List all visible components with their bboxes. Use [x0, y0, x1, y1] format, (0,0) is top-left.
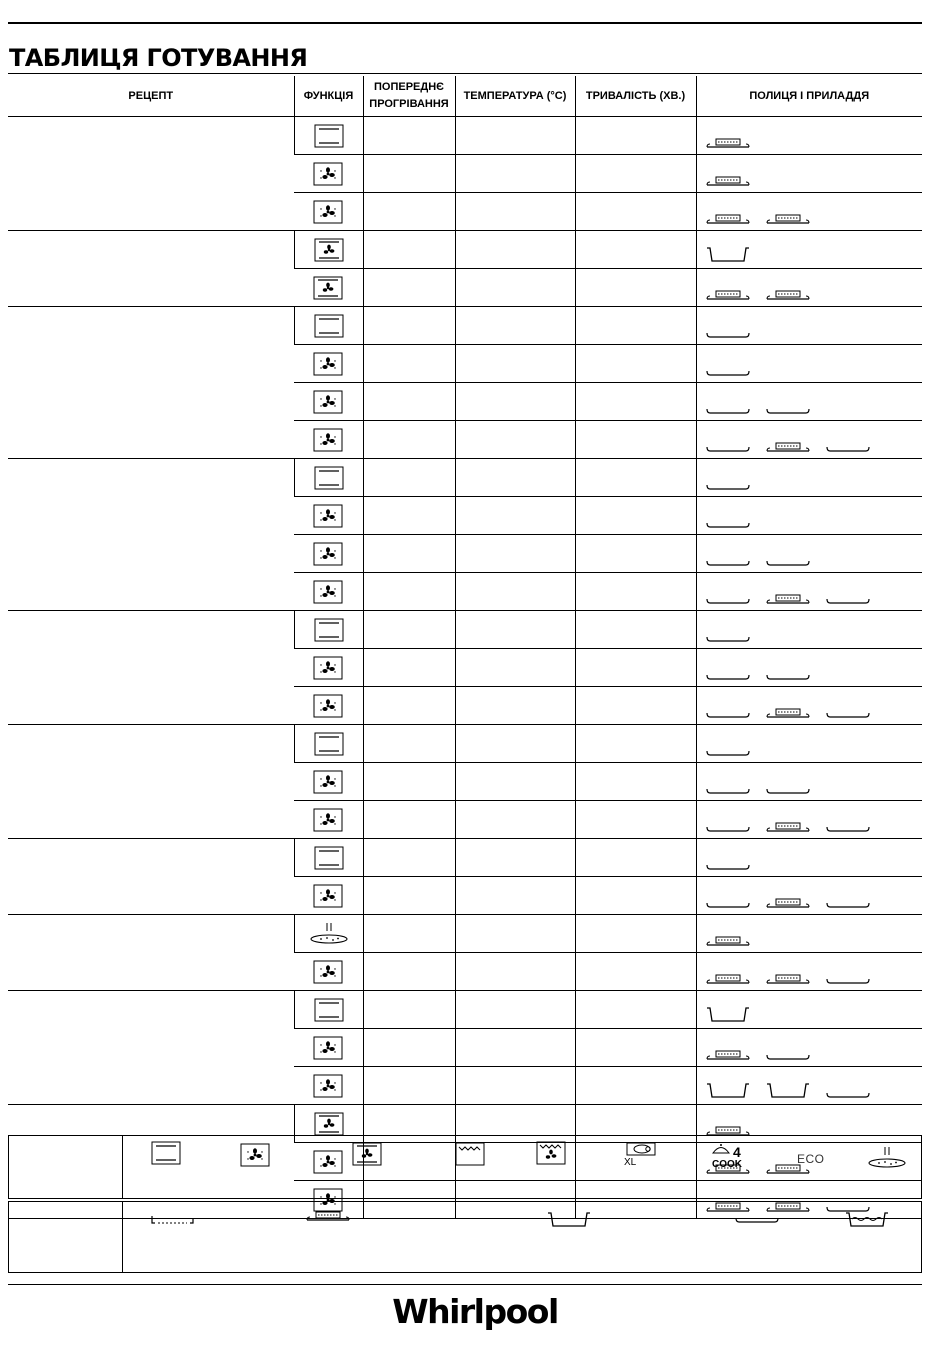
- duration-cell: [575, 801, 696, 839]
- function-cell: [294, 345, 363, 383]
- xl-label: XL: [624, 1157, 637, 1168]
- temperature-cell: [455, 877, 575, 915]
- wire-shelf-icon: [706, 555, 750, 567]
- shelf-cell: [696, 763, 922, 801]
- wire-shelf-icon: [706, 631, 750, 643]
- temperature-cell: [455, 649, 575, 687]
- wire-shelf-icon: [766, 1049, 810, 1061]
- top-rule: [8, 22, 922, 24]
- duration-cell: [575, 915, 696, 953]
- shelf-level-icon: [149, 1214, 197, 1226]
- duration-cell: [575, 269, 696, 307]
- col-temperature: ТЕМПЕРАТУРА (°C): [455, 76, 575, 117]
- col-duration: ТРИВАЛІСТЬ (ХВ.): [575, 76, 696, 117]
- shelf-cell: [696, 383, 922, 421]
- duration-cell: [575, 611, 696, 649]
- function-cell: [294, 991, 363, 1029]
- shelf-cell: [696, 649, 922, 687]
- function-cell: [294, 231, 363, 269]
- preheat-cell: [363, 117, 455, 155]
- wire-shelf-icon: [706, 327, 750, 339]
- convection-fan-icon: [313, 770, 343, 794]
- pizza-icon: [306, 921, 352, 947]
- wire-shelf-icon: [706, 745, 750, 757]
- wire-shelf-icon: [706, 859, 750, 871]
- convection-fan-icon: [313, 352, 343, 376]
- function-cell: [294, 497, 363, 535]
- duration-cell: [575, 1029, 696, 1067]
- tray-icon: [706, 175, 750, 187]
- preheat-cell: [363, 497, 455, 535]
- temperature-cell: [455, 725, 575, 763]
- tray-icon: [766, 289, 810, 301]
- conventional-icon: [314, 314, 344, 338]
- function-cell: [294, 117, 363, 155]
- shelf-cell: [696, 231, 922, 269]
- preheat-cell: [363, 383, 455, 421]
- cook-4-number: 4: [733, 1144, 741, 1160]
- function-cell: [294, 535, 363, 573]
- preheat-cell: [363, 1029, 455, 1067]
- duration-cell: [575, 991, 696, 1029]
- wire-shelf-icon: [706, 441, 750, 453]
- preheat-cell: [363, 763, 455, 801]
- fan-bake-icon: [314, 1112, 344, 1136]
- wire-shelf-icon: [826, 441, 870, 453]
- temperature-cell: [455, 155, 575, 193]
- wire-shelf-icon: [706, 403, 750, 415]
- tray-icon: [706, 137, 750, 149]
- tray-icon: [766, 707, 810, 719]
- col-recipe: РЕЦЕПТ: [8, 76, 294, 117]
- baking-pan-icon: [706, 245, 750, 263]
- legend-divider: [122, 1202, 123, 1272]
- tray-icon: [766, 213, 810, 225]
- convection-fan-icon: [313, 542, 343, 566]
- temperature-cell: [455, 1029, 575, 1067]
- conventional-icon: [314, 466, 344, 490]
- table-row: [8, 611, 922, 649]
- duration-cell: [575, 649, 696, 687]
- accessories-legend: [8, 1201, 922, 1273]
- tray-icon: [766, 897, 810, 909]
- shelf-cell: [696, 459, 922, 497]
- col-preheat-line1: ПОПЕРЕДНЄ: [374, 81, 444, 93]
- col-shelf: ПОЛИЦЯ І ПРИЛАДДЯ: [696, 76, 922, 117]
- function-cell: [294, 155, 363, 193]
- preheat-cell: [363, 1067, 455, 1105]
- tray-icon: [706, 289, 750, 301]
- convection-fan-icon: [313, 390, 343, 414]
- tray-icon: [706, 935, 750, 947]
- wire-shelf-icon: [735, 1212, 779, 1224]
- temperature-cell: [455, 117, 575, 155]
- tray-icon: [706, 973, 750, 985]
- shelf-cell: [696, 611, 922, 649]
- temperature-cell: [455, 611, 575, 649]
- convection-fan-icon: [313, 504, 343, 528]
- function-cell: [294, 1029, 363, 1067]
- recipe-cell: [8, 117, 294, 231]
- preheat-cell: [363, 915, 455, 953]
- duration-cell: [575, 193, 696, 231]
- function-cell: [294, 801, 363, 839]
- function-cell: [294, 953, 363, 991]
- preheat-cell: [363, 345, 455, 383]
- shelf-cell: [696, 193, 922, 231]
- table-row: [8, 915, 922, 953]
- temperature-cell: [455, 383, 575, 421]
- recipe-cell: [8, 991, 294, 1105]
- shelf-cell: [696, 345, 922, 383]
- shelf-cell: [696, 953, 922, 991]
- temperature-cell: [455, 497, 575, 535]
- baking-pan-icon: [706, 1081, 750, 1099]
- preheat-cell: [363, 991, 455, 1029]
- preheat-cell: [363, 573, 455, 611]
- col-preheat: [363, 76, 455, 117]
- shelf-cell: [696, 269, 922, 307]
- shelf-cell: [696, 535, 922, 573]
- wire-shelf-icon: [706, 897, 750, 909]
- wire-shelf-icon: [826, 821, 870, 833]
- function-cell: [294, 383, 363, 421]
- function-cell: [294, 763, 363, 801]
- conventional-icon: [151, 1141, 181, 1165]
- wire-shelf-icon: [706, 669, 750, 681]
- tray-icon: [306, 1210, 350, 1222]
- convection-fan-icon: [313, 1074, 343, 1098]
- recipe-cell: [8, 459, 294, 611]
- duration-cell: [575, 839, 696, 877]
- duration-cell: [575, 345, 696, 383]
- eco-label: ECO: [797, 1152, 825, 1166]
- wire-shelf-icon: [826, 1087, 870, 1099]
- turbo-grill-icon: [536, 1141, 566, 1165]
- duration-cell: [575, 307, 696, 345]
- temperature-cell: [455, 193, 575, 231]
- preheat-cell: [363, 307, 455, 345]
- shelf-cell: [696, 307, 922, 345]
- wire-shelf-icon: [826, 973, 870, 985]
- page-title: ТАБЛИЦЯ ГОТУВАННЯ: [9, 44, 308, 72]
- convection-fan-icon: [313, 884, 343, 908]
- preheat-cell: [363, 535, 455, 573]
- preheat-cell: [363, 687, 455, 725]
- cooking-table: [8, 76, 922, 1219]
- conventional-icon: [314, 998, 344, 1022]
- wire-shelf-icon: [766, 403, 810, 415]
- function-cell: [294, 421, 363, 459]
- table-row: [8, 231, 922, 269]
- convection-fan-icon: [313, 428, 343, 452]
- duration-cell: [575, 383, 696, 421]
- wire-shelf-icon: [706, 517, 750, 529]
- recipe-cell: [8, 231, 294, 307]
- convection-fan-icon: [313, 694, 343, 718]
- wire-shelf-icon: [826, 897, 870, 909]
- wire-shelf-icon: [766, 783, 810, 795]
- preheat-cell: [363, 953, 455, 991]
- shelf-cell: [696, 687, 922, 725]
- preheat-cell: [363, 459, 455, 497]
- table-row: [8, 991, 922, 1029]
- wire-shelf-icon: [766, 555, 810, 567]
- preheat-cell: [363, 725, 455, 763]
- duration-cell: [575, 155, 696, 193]
- tray-icon: [766, 593, 810, 605]
- cooking-table-body: [8, 117, 922, 1219]
- temperature-cell: [455, 953, 575, 991]
- table-row: [8, 307, 922, 345]
- col-preheat-line2: ПРОГРІВАННЯ: [369, 98, 449, 110]
- convection-fan-icon: [313, 960, 343, 984]
- shelf-cell: [696, 497, 922, 535]
- brand-logo: Whirlpool: [392, 1292, 558, 1331]
- function-cell: [294, 687, 363, 725]
- recipe-cell: [8, 915, 294, 991]
- convection-fan-icon: [313, 1036, 343, 1060]
- function-cell: [294, 1067, 363, 1105]
- shelf-cell: [696, 801, 922, 839]
- tray-icon: [766, 441, 810, 453]
- tray-icon: [706, 1049, 750, 1061]
- wire-shelf-icon: [706, 365, 750, 377]
- duration-cell: [575, 459, 696, 497]
- shelf-cell: [696, 991, 922, 1029]
- duration-cell: [575, 421, 696, 459]
- preheat-cell: [363, 839, 455, 877]
- function-cell: [294, 459, 363, 497]
- preheat-cell: [363, 231, 455, 269]
- preheat-cell: [363, 155, 455, 193]
- preheat-cell: [363, 877, 455, 915]
- duration-cell: [575, 1067, 696, 1105]
- functions-legend: [8, 1135, 922, 1199]
- shelf-cell: [696, 1067, 922, 1105]
- function-cell: [294, 307, 363, 345]
- wire-shelf-icon: [826, 707, 870, 719]
- duration-cell: [575, 117, 696, 155]
- wire-shelf-icon: [706, 783, 750, 795]
- shelf-cell: [696, 839, 922, 877]
- recipe-cell: [8, 725, 294, 839]
- temperature-cell: [455, 231, 575, 269]
- fan-bake-icon: [313, 276, 343, 300]
- duration-cell: [575, 877, 696, 915]
- temperature-cell: [455, 269, 575, 307]
- baking-pan-icon: [706, 1005, 750, 1023]
- table-row: [8, 839, 922, 877]
- table-row: [8, 725, 922, 763]
- function-cell: [294, 573, 363, 611]
- duration-cell: [575, 763, 696, 801]
- conventional-icon: [314, 846, 344, 870]
- baking-pan-icon: [766, 1081, 810, 1099]
- duration-cell: [575, 535, 696, 573]
- temperature-cell: [455, 573, 575, 611]
- cook-4-icon: [711, 1142, 731, 1154]
- temperature-cell: [455, 421, 575, 459]
- wire-shelf-icon: [766, 669, 810, 681]
- duration-cell: [575, 573, 696, 611]
- conventional-icon: [314, 124, 344, 148]
- grill-icon: [455, 1142, 485, 1166]
- shelf-cell: [696, 1029, 922, 1067]
- temperature-cell: [455, 763, 575, 801]
- convection-fan-icon: [313, 808, 343, 832]
- shelf-cell: [696, 155, 922, 193]
- preheat-cell: [363, 193, 455, 231]
- wire-shelf-icon: [706, 821, 750, 833]
- maxi-cooking-icon: [626, 1142, 656, 1156]
- legend-divider: [122, 1136, 123, 1198]
- preheat-cell: [363, 801, 455, 839]
- function-cell: [294, 839, 363, 877]
- convection-fan-icon: [313, 162, 343, 186]
- table-row: [8, 117, 922, 155]
- preheat-cell: [363, 611, 455, 649]
- convection-fan-icon: [313, 200, 343, 224]
- duration-cell: [575, 687, 696, 725]
- tray-icon: [766, 973, 810, 985]
- duration-cell: [575, 497, 696, 535]
- duration-cell: [575, 953, 696, 991]
- function-cell: [294, 877, 363, 915]
- temperature-cell: [455, 345, 575, 383]
- pizza-icon: [864, 1145, 910, 1171]
- conventional-icon: [314, 732, 344, 756]
- shelf-cell: [696, 117, 922, 155]
- wire-shelf-icon: [826, 593, 870, 605]
- preheat-cell: [363, 421, 455, 459]
- wire-shelf-icon: [706, 593, 750, 605]
- cook-4-word: COOK: [712, 1159, 742, 1170]
- temperature-cell: [455, 915, 575, 953]
- temperature-cell: [455, 801, 575, 839]
- function-cell: [294, 649, 363, 687]
- shelf-cell: [696, 421, 922, 459]
- preheat-cell: [363, 649, 455, 687]
- convection-fan-icon: [240, 1143, 270, 1167]
- temperature-cell: [455, 991, 575, 1029]
- temperature-cell: [455, 535, 575, 573]
- baking-pan-icon: [547, 1210, 591, 1228]
- table-row: [8, 459, 922, 497]
- temperature-cell: [455, 839, 575, 877]
- table-header-row: [8, 76, 922, 117]
- function-cell: [294, 611, 363, 649]
- conventional-icon: [314, 618, 344, 642]
- function-cell: [294, 269, 363, 307]
- wire-shelf-icon: [706, 707, 750, 719]
- bottom-rule: [8, 1284, 922, 1285]
- recipe-cell: [8, 839, 294, 915]
- tray-icon: [706, 213, 750, 225]
- recipe-cell: [8, 307, 294, 459]
- wire-shelf-icon: [706, 479, 750, 491]
- function-cell: [294, 725, 363, 763]
- convection-fan-icon: [313, 580, 343, 604]
- temperature-cell: [455, 1067, 575, 1105]
- table-top-rule: [8, 73, 922, 74]
- duration-cell: [575, 231, 696, 269]
- convection-fan-icon: [313, 656, 343, 680]
- shelf-cell: [696, 725, 922, 763]
- temperature-cell: [455, 307, 575, 345]
- fan-bake-icon: [352, 1142, 382, 1166]
- function-cell: [294, 193, 363, 231]
- recipe-cell: [8, 611, 294, 725]
- shelf-cell: [696, 573, 922, 611]
- temperature-cell: [455, 459, 575, 497]
- duration-cell: [575, 725, 696, 763]
- shelf-cell: [696, 877, 922, 915]
- col-function: ФУНКЦІЯ: [294, 76, 363, 117]
- shelf-cell: [696, 915, 922, 953]
- fan-bake-icon: [314, 238, 344, 262]
- preheat-cell: [363, 269, 455, 307]
- drip-tray-icon: [845, 1210, 889, 1228]
- function-cell: [294, 915, 363, 953]
- temperature-cell: [455, 687, 575, 725]
- tray-icon: [766, 821, 810, 833]
